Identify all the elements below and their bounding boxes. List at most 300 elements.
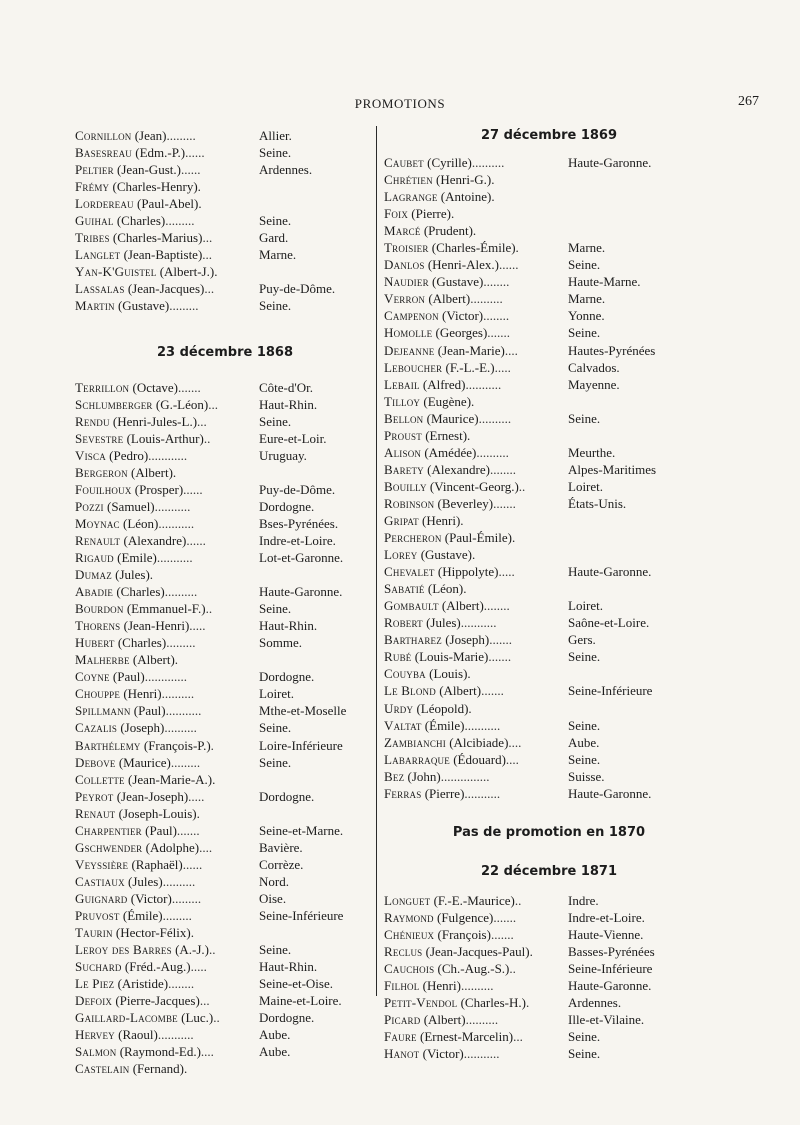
list-item bbox=[75, 161, 375, 178]
surname: Longuet bbox=[384, 892, 431, 908]
person-name bbox=[384, 273, 568, 290]
department-name: Calvados. bbox=[568, 359, 620, 375]
person-name bbox=[75, 907, 259, 924]
list-item bbox=[75, 924, 375, 941]
leader-dots: ........... bbox=[156, 549, 193, 565]
surname: Rubé bbox=[384, 649, 412, 665]
list-item bbox=[384, 478, 724, 495]
surname: Lorey bbox=[384, 547, 418, 563]
list-item bbox=[384, 222, 724, 239]
leader-dots: ......... bbox=[169, 298, 199, 314]
leader-dots: ........ bbox=[168, 976, 195, 992]
list-item bbox=[384, 700, 724, 717]
person-name bbox=[75, 617, 259, 634]
leader-dots: .......... bbox=[164, 720, 197, 736]
leader-dots: ..... bbox=[190, 959, 207, 975]
person-name bbox=[75, 737, 259, 754]
person-name bbox=[384, 205, 568, 222]
leader-dots: ........... bbox=[464, 785, 501, 801]
department-name: Hautes-Pyrénées bbox=[568, 342, 656, 358]
person-name bbox=[384, 222, 568, 239]
surname: Guignard bbox=[75, 890, 128, 906]
person-name bbox=[75, 246, 259, 263]
person-name bbox=[75, 856, 259, 873]
surname: Barety bbox=[384, 461, 424, 477]
department-name: Haute-Garonne. bbox=[259, 584, 343, 600]
list-item bbox=[384, 977, 724, 994]
department-name: Seine-Inférieure bbox=[568, 960, 653, 976]
list-item bbox=[384, 290, 724, 307]
list-item bbox=[384, 892, 724, 909]
list-item bbox=[75, 280, 375, 297]
given-name: (Raymond-Ed.) bbox=[116, 1044, 201, 1060]
department-name: Seine. bbox=[259, 942, 292, 958]
given-name: (Léopold). bbox=[413, 700, 472, 716]
surname: Taurin bbox=[75, 925, 113, 941]
person-name bbox=[384, 290, 568, 307]
list-item bbox=[384, 648, 724, 665]
given-name: (François) bbox=[434, 926, 491, 942]
leader-dots: ........ bbox=[483, 274, 510, 290]
surname: Chevalet bbox=[384, 564, 435, 580]
person-name bbox=[75, 413, 259, 430]
person-name bbox=[75, 822, 259, 839]
person-name bbox=[384, 926, 568, 943]
list-item bbox=[75, 907, 375, 924]
person-name bbox=[75, 280, 259, 297]
department-name: Dordogne. bbox=[259, 669, 315, 685]
surname: Cazalis bbox=[75, 720, 118, 736]
person-name bbox=[384, 529, 568, 546]
list-item bbox=[75, 873, 375, 890]
given-name: (Luc.) bbox=[177, 1010, 214, 1026]
given-name: (G.-Léon) bbox=[152, 396, 209, 412]
leader-dots: ...... bbox=[180, 162, 201, 178]
leader-dots: .. bbox=[509, 960, 516, 976]
leader-dots: .......... bbox=[460, 978, 494, 994]
list-item bbox=[384, 512, 724, 529]
leader-dots: ... bbox=[204, 281, 215, 297]
given-name: (F.-E.-Maurice) bbox=[430, 892, 515, 908]
person-name bbox=[384, 892, 568, 909]
department-name: Eure-et-Loir. bbox=[259, 430, 327, 446]
surname: Lebail bbox=[384, 376, 420, 392]
column-divider bbox=[376, 126, 377, 996]
list-item bbox=[75, 498, 375, 515]
list-item bbox=[384, 768, 724, 785]
surname: Bouilly bbox=[384, 478, 427, 494]
surname: Renault bbox=[75, 532, 121, 548]
leader-dots: ......... bbox=[166, 128, 196, 143]
list-item bbox=[75, 685, 375, 702]
surname: Gschwender bbox=[75, 839, 143, 855]
department-name: Bses-Pyrénées. bbox=[259, 515, 339, 531]
department-name: Haut-Rhin. bbox=[259, 959, 318, 975]
list-item bbox=[384, 751, 724, 768]
surname: Basesreau bbox=[75, 145, 132, 161]
given-name: (Octave) bbox=[129, 379, 178, 395]
department-name: Loiret. bbox=[568, 478, 604, 494]
person-name bbox=[384, 154, 568, 171]
list-item bbox=[75, 566, 375, 583]
given-name: (Georges) bbox=[432, 325, 488, 341]
given-name: (Alfred) bbox=[419, 376, 466, 392]
given-name: (Henri) bbox=[419, 978, 461, 994]
department-name: Marne. bbox=[568, 240, 606, 256]
leader-dots: ......... bbox=[171, 890, 202, 906]
person-name bbox=[384, 977, 568, 994]
given-name: (Charles) bbox=[113, 584, 165, 600]
right-column bbox=[384, 127, 724, 1062]
surname: Robinson bbox=[384, 495, 435, 511]
given-name: (Edm.-P.) bbox=[131, 145, 186, 161]
department-name: Ille-et-Vilaine. bbox=[568, 1012, 645, 1028]
leader-dots: .. bbox=[209, 942, 216, 958]
leader-dots: ....... bbox=[489, 632, 512, 648]
list-item bbox=[75, 634, 375, 651]
list-item bbox=[75, 719, 375, 736]
list-item bbox=[384, 546, 724, 563]
given-name: (Pierre). bbox=[408, 206, 455, 222]
surname: Rigaud bbox=[75, 549, 114, 565]
leader-dots: ..... bbox=[494, 359, 511, 375]
department-name: Loire-Inférieure bbox=[259, 737, 343, 753]
person-name bbox=[75, 212, 259, 229]
given-name: (Albert). bbox=[127, 464, 177, 480]
given-name: (Gustave) bbox=[114, 298, 170, 314]
list-item bbox=[75, 583, 375, 600]
person-name bbox=[384, 256, 568, 273]
surname: Defoix bbox=[75, 993, 113, 1009]
department-name: Seine. bbox=[568, 649, 601, 665]
leader-dots: ... bbox=[202, 247, 213, 263]
person-name bbox=[384, 342, 568, 359]
surname: Barthélemy bbox=[75, 737, 141, 753]
list-item bbox=[75, 754, 375, 771]
leader-dots: ............ bbox=[148, 447, 188, 463]
surname: Marcé bbox=[384, 223, 421, 239]
given-name: (Charles-Henry). bbox=[109, 179, 201, 195]
intro-entry-list bbox=[75, 127, 375, 315]
given-name: (Albert) bbox=[420, 1012, 466, 1028]
given-name: (Émile) bbox=[119, 907, 163, 923]
given-name: (Ernest-Marcelin) bbox=[416, 1029, 514, 1045]
department-name: Côte-d'Or. bbox=[259, 379, 313, 395]
leader-dots: ........... bbox=[158, 515, 195, 531]
surname: Veyssière bbox=[75, 856, 129, 872]
department-name: Mthe-et-Moselle bbox=[259, 703, 347, 719]
given-name: (Jean-Marie-A.). bbox=[124, 771, 216, 787]
department-name: Haute-Garonne. bbox=[568, 978, 652, 994]
list-item bbox=[384, 960, 724, 977]
list-item bbox=[384, 734, 724, 751]
given-name: (Émile) bbox=[421, 717, 465, 733]
leader-dots: .. bbox=[203, 430, 211, 446]
surname: Labarraque bbox=[384, 751, 450, 767]
list-item bbox=[75, 788, 375, 805]
person-name bbox=[384, 960, 568, 977]
department-name: Dordogne. bbox=[259, 788, 315, 804]
given-name: (Louis-Marie) bbox=[411, 649, 489, 665]
given-name: (Alexandre) bbox=[423, 461, 490, 477]
person-name bbox=[75, 975, 259, 992]
list-item bbox=[75, 464, 375, 481]
given-name: (Édouard) bbox=[449, 751, 506, 767]
entry-list bbox=[384, 892, 724, 1062]
department-name: Aube. bbox=[568, 734, 600, 750]
surname: Frémy bbox=[75, 179, 110, 195]
list-item bbox=[75, 532, 375, 549]
department-name: Seine. bbox=[568, 1029, 601, 1045]
leader-dots: ..... bbox=[189, 618, 206, 634]
department-name: Mayenne. bbox=[568, 376, 620, 392]
surname: Urdy bbox=[384, 700, 414, 716]
department-name: Seine-et-Oise. bbox=[259, 976, 334, 992]
department-name: Saône-et-Loire. bbox=[568, 615, 650, 631]
person-name bbox=[75, 702, 259, 719]
leader-dots: . bbox=[525, 995, 530, 1011]
list-item bbox=[384, 665, 724, 682]
leader-dots: ..... bbox=[188, 788, 205, 804]
department-name: Seine. bbox=[568, 410, 601, 426]
surname: Spillmann bbox=[75, 703, 131, 719]
person-name bbox=[75, 719, 259, 736]
given-name: (Jean) bbox=[131, 128, 167, 143]
list-item bbox=[384, 205, 724, 222]
department-name: Ardennes. bbox=[568, 995, 622, 1011]
leader-dots: ... bbox=[513, 1029, 523, 1045]
person-name bbox=[75, 195, 259, 212]
leader-dots: ....... bbox=[177, 379, 201, 395]
section-spacer bbox=[384, 144, 724, 154]
list-item bbox=[384, 427, 724, 444]
surname: Salmon bbox=[75, 1044, 117, 1060]
leader-dots: ..... bbox=[498, 564, 515, 580]
list-item bbox=[75, 549, 375, 566]
list-item bbox=[75, 229, 375, 246]
person-name bbox=[75, 1060, 259, 1077]
department-name: Lot-et-Garonne. bbox=[259, 549, 344, 565]
person-name bbox=[75, 924, 259, 941]
given-name: (Victor) bbox=[127, 890, 172, 906]
given-name: (Raoul) bbox=[114, 1027, 158, 1043]
leader-dots: ...... bbox=[498, 257, 519, 273]
given-name: (Paul) bbox=[130, 703, 166, 719]
given-name: (Henri-G.). bbox=[432, 172, 495, 188]
person-name bbox=[384, 682, 568, 699]
list-item bbox=[75, 958, 375, 975]
list-item bbox=[75, 246, 375, 263]
given-name: (Antoine). bbox=[437, 189, 495, 205]
list-item bbox=[75, 379, 375, 396]
person-name bbox=[384, 909, 568, 926]
section-heading: 23 décembre 1868 bbox=[156, 344, 294, 360]
leader-dots: .......... bbox=[162, 873, 196, 889]
given-name: (Amédée) bbox=[421, 444, 477, 460]
given-name: (Jean-Gust.) bbox=[113, 162, 181, 178]
list-item bbox=[75, 771, 375, 788]
list-item bbox=[75, 941, 375, 958]
department-name: Indre. bbox=[568, 892, 599, 908]
given-name: (Jean-Marie) bbox=[434, 342, 505, 358]
given-name: (Léon). bbox=[424, 581, 467, 597]
surname: Caubet bbox=[384, 155, 424, 170]
list-item bbox=[75, 178, 375, 195]
list-item bbox=[384, 273, 724, 290]
person-name bbox=[384, 410, 568, 427]
surname: Guihal bbox=[75, 213, 114, 229]
list-item bbox=[75, 263, 375, 280]
given-name: (Henri-Jules-L.) bbox=[109, 413, 198, 429]
given-name: (Charles-H.) bbox=[457, 995, 526, 1011]
list-item bbox=[384, 256, 724, 273]
surname: Couyba bbox=[384, 666, 426, 682]
surname: Chouppe bbox=[75, 686, 121, 702]
person-name bbox=[75, 754, 259, 771]
person-name bbox=[384, 614, 568, 631]
given-name: (Paul-Abel). bbox=[133, 196, 202, 212]
person-name bbox=[384, 188, 568, 205]
surname: Hanot bbox=[384, 1046, 420, 1062]
given-name: (Louis). bbox=[425, 666, 471, 682]
leader-dots: ........... bbox=[165, 703, 202, 719]
list-item bbox=[75, 856, 375, 873]
list-item bbox=[75, 992, 375, 1009]
person-name bbox=[384, 700, 568, 717]
surname: Debove bbox=[75, 754, 116, 770]
surname: Gaillard-Lacombe bbox=[75, 1010, 178, 1026]
leader-dots: ........ bbox=[483, 598, 510, 614]
leader-dots: ...... bbox=[183, 481, 203, 497]
page-number: 267 bbox=[738, 94, 759, 109]
person-name bbox=[384, 393, 568, 410]
list-item bbox=[384, 376, 724, 393]
given-name: (Jules). bbox=[111, 567, 154, 583]
surname: Rendu bbox=[75, 413, 110, 429]
given-name: (Jean-Jacques) bbox=[124, 281, 205, 297]
person-name bbox=[384, 478, 568, 495]
given-name: (Paul) bbox=[141, 822, 177, 838]
list-item bbox=[75, 651, 375, 668]
given-name: (Alcibiade) bbox=[445, 734, 509, 750]
surname: Moynac bbox=[75, 515, 120, 531]
department-name: Corrèze. bbox=[259, 856, 304, 872]
running-title: PROMOTIONS bbox=[354, 96, 446, 111]
list-item bbox=[384, 717, 724, 734]
list-item bbox=[75, 890, 375, 907]
person-name bbox=[384, 171, 568, 188]
section-spacer bbox=[384, 841, 724, 863]
list-item bbox=[75, 668, 375, 685]
person-name bbox=[384, 785, 568, 802]
list-item bbox=[384, 682, 724, 699]
list-item bbox=[75, 975, 375, 992]
person-name bbox=[75, 873, 259, 890]
section-spacer bbox=[384, 880, 724, 892]
leader-dots: .......... bbox=[164, 584, 198, 600]
leader-dots: ......... bbox=[165, 213, 195, 229]
person-name bbox=[75, 1043, 259, 1060]
given-name: (Pierre) bbox=[421, 785, 465, 801]
surname: Abadie bbox=[75, 584, 114, 600]
department-name: Uruguay. bbox=[259, 447, 307, 463]
surname: Bellon bbox=[384, 410, 424, 426]
leader-dots: ......... bbox=[166, 635, 196, 651]
leader-dots: ....... bbox=[481, 683, 504, 699]
surname: Leroy des Barres bbox=[75, 942, 172, 958]
person-name bbox=[75, 297, 259, 314]
person-name bbox=[75, 958, 259, 975]
given-name: (Jules) bbox=[422, 615, 461, 631]
given-name: (Emile) bbox=[113, 549, 157, 565]
section-heading: 27 décembre 1869 bbox=[480, 128, 618, 143]
leader-dots: .. bbox=[514, 892, 522, 908]
person-name bbox=[75, 464, 259, 481]
department-name: Marne. bbox=[259, 247, 297, 263]
leader-dots: ....... bbox=[490, 926, 514, 942]
leader-dots: .... bbox=[200, 1044, 214, 1060]
person-name bbox=[384, 734, 568, 751]
given-name: (Cyrille) bbox=[423, 155, 472, 170]
person-name bbox=[75, 941, 259, 958]
given-name: (Fulgence) bbox=[433, 909, 494, 925]
given-name: (Albert). bbox=[129, 652, 179, 668]
given-name: (Vincent-Georg.) bbox=[426, 478, 519, 494]
surname: Danlos bbox=[384, 257, 425, 273]
surname: Valtat bbox=[384, 717, 422, 733]
surname: Langlet bbox=[75, 247, 121, 263]
leader-dots: .. bbox=[213, 1010, 220, 1026]
person-name bbox=[384, 631, 568, 648]
department-name: Haut-Rhin. bbox=[259, 618, 318, 634]
department-name: Aube. bbox=[259, 1044, 291, 1060]
list-item bbox=[75, 297, 375, 314]
leader-dots: .......... bbox=[476, 444, 509, 460]
given-name: (Charles) bbox=[113, 213, 166, 229]
leader-dots: ... bbox=[202, 230, 213, 246]
list-item bbox=[384, 580, 724, 597]
list-item bbox=[384, 171, 724, 188]
surname: Bourdon bbox=[75, 601, 124, 617]
department-name: Loiret. bbox=[568, 598, 604, 614]
department-name: Dordogne. bbox=[259, 1010, 315, 1026]
person-name bbox=[75, 634, 259, 651]
person-name bbox=[384, 1045, 568, 1062]
list-item bbox=[75, 515, 375, 532]
surname: Raymond bbox=[384, 909, 434, 925]
leader-dots: ....... bbox=[487, 325, 511, 341]
person-name bbox=[384, 648, 568, 665]
person-name bbox=[384, 495, 568, 512]
section-spacer bbox=[75, 315, 375, 344]
department-name: Meurthe. bbox=[568, 444, 616, 460]
surname: Schlumberger bbox=[75, 396, 153, 412]
section-heading: 22 décembre 1871 bbox=[480, 863, 618, 879]
list-item bbox=[384, 926, 724, 943]
leader-dots: ...... bbox=[182, 856, 203, 872]
given-name: (Jean-Henri) bbox=[120, 618, 190, 634]
department-name: Seine. bbox=[568, 1046, 601, 1062]
leader-dots: ........... bbox=[465, 376, 502, 392]
person-name bbox=[384, 324, 568, 341]
given-name: (Albert) bbox=[425, 291, 471, 307]
person-name bbox=[384, 307, 568, 324]
surname: Pruvost bbox=[75, 907, 120, 923]
department-name: Haut-Rhin. bbox=[259, 396, 318, 412]
surname: Verron bbox=[384, 291, 426, 307]
list-item bbox=[75, 1026, 375, 1043]
given-name: (Adolphe) bbox=[142, 839, 200, 855]
